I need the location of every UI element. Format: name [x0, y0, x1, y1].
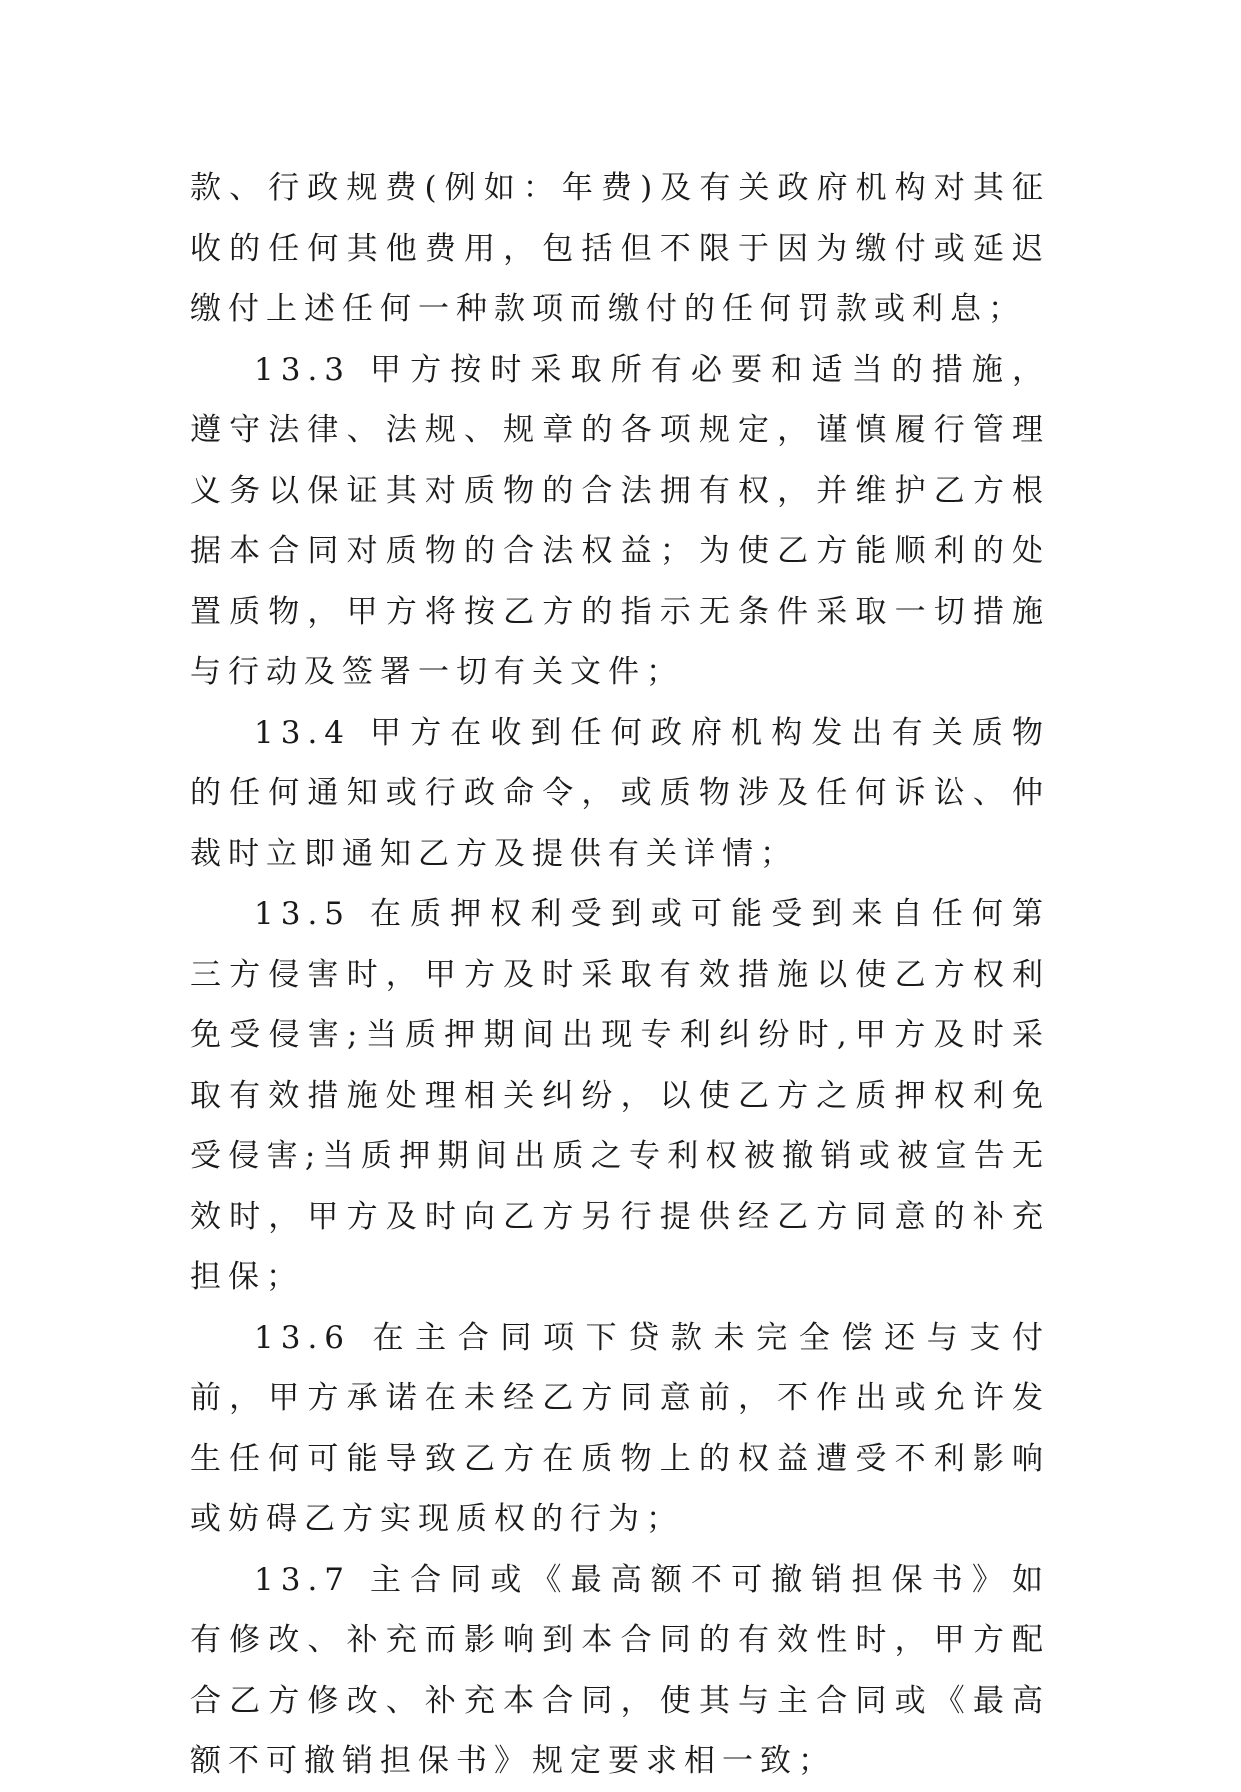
document-body	[190, 158, 1050, 1792]
paragraph-13-5: 13.5 在质押权利受到或可能受到来自任何第三方侵害时，甲方及时采取有效措施以使乙方权利免受侵害;当质押期间出现专利纠纷时,甲方及时采取有效措施处理相关纠纷，以使乙方之质押权利免受侵害;当质押期间出质之专利权被撤销或被宣告无效时，甲方及时向乙方另行提供经乙方同意的补充担保；	[190, 896, 1050, 1295]
paragraph-13-4: 13.4 甲方在收到任何政府机构发出有关质物的任何通知或行政命令，或质物涉及任何诉讼、仲裁时立即通知乙方及提供有关详情；	[190, 714, 1050, 872]
paragraph-13-3: 13.3 甲方按时采取所有必要和适当的措施，遵守法律、法规、规章的各项规定，谨慎履行管理义务以保证其对质物的合法拥有权，并维护乙方根据本合同对质物的合法权益；为使乙方能顺利的处置质物，甲方将按乙方的指示无条件采取一切措施与行动及签署一切有关文件；	[190, 351, 1050, 690]
paragraph-13-6: 13.6 在主合同项下贷款未完全偿还与支付前，甲方承诺在未经乙方同意前，不作出或允许发生任何可能导致乙方在质物上的权益遭受不利影响或妨碍乙方实现质权的行为；	[190, 1319, 1050, 1537]
paragraph-13-7: 13.7 主合同或《最高额不可撤销担保书》如有修改、补充而影响到本合同的有效性时，甲方配合乙方修改、补充本合同，使其与主合同或《最高额不可撤销担保书》规定要求相一致；	[190, 1561, 1050, 1779]
paragraph-continued: 款、行政规费(例如：年费)及有关政府机构对其征收的任何其他费用，包括但不限于因为缴付或延迟缴付上述任何一种款项而缴付的任何罚款或利息；	[190, 170, 1050, 327]
